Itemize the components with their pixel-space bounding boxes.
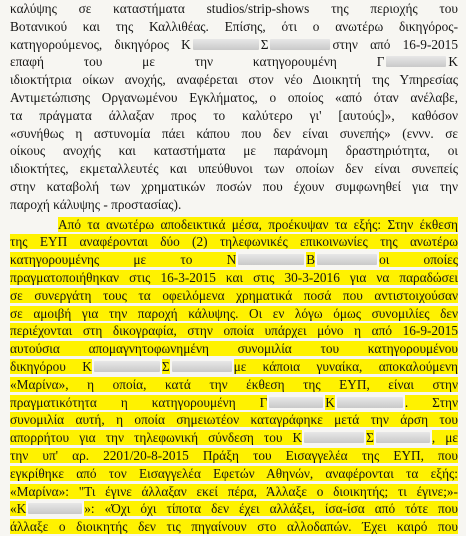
text-segment: «συνήθως η αστυνομία πάει κάπου που δεν είναι συνεπής» (εννν. σε — [10, 125, 458, 141]
redacted-name-block — [28, 503, 82, 514]
text-segment: την υπ' αρ. 2201/20-8-2015 Πράξη του Εισαγγελέα της ΕΥΠ, που — [10, 447, 458, 463]
text-segment: παροχή κάλυψης - προστασίας). — [10, 196, 182, 212]
text-segment: οίκους ανοχής και καταστήματα με παράνομη δραστηριότητα, οι — [10, 143, 458, 159]
text-line — [10, 178, 458, 196]
text-segment: ιδιοκτήτρια οίκων ανοχής, αναφέρεται στον νέο Διοικητή της Υπηρεσίας — [10, 72, 458, 88]
highlighted-text-line — [10, 447, 458, 465]
text-segment: στην από 16-9-2015 — [332, 36, 458, 52]
redacted-name-block — [238, 254, 304, 265]
highlighted-text-line — [10, 465, 458, 483]
text-line — [10, 71, 458, 89]
text-segment: πραγματικότητα η κατηγορουμένη Γ — [10, 394, 268, 410]
text-segment: απορρήτου για την τηλεφωνική σύνδεση του Κ — [10, 430, 303, 446]
redacted-name-block — [193, 39, 259, 50]
text-segment: Κ — [325, 394, 335, 410]
redacted-name-block — [269, 397, 323, 408]
highlighted-text-line — [10, 429, 458, 447]
highlighted-text-line — [10, 322, 458, 340]
highlighted-text-line — [10, 269, 458, 287]
text-segment: Σ — [161, 358, 170, 374]
highlighted-text-line — [10, 376, 458, 394]
highlighted-text-line — [10, 518, 458, 536]
text-segment: συνομιλία αυτή, η οποία σημειωτέον καταγράφηκε μετά την άρση του — [10, 412, 458, 428]
text-segment: Από τα ανωτέρω αποδεικτικά μέσα, προέκυψαν τα εξής: Στην έκθεση — [58, 216, 458, 232]
highlighted-text-line — [10, 287, 458, 305]
text-line — [10, 36, 458, 54]
text-line — [10, 142, 458, 160]
text-segment: οι οποίες — [379, 252, 458, 268]
highlighted-text-line — [10, 216, 458, 234]
text-segment: Σ — [366, 430, 374, 446]
redacted-name-block — [337, 397, 403, 408]
text-line — [10, 160, 458, 178]
highlighted-text-line — [10, 251, 458, 269]
text-segment: κατηγορούμενος, δικηγόρος Κ — [10, 36, 191, 52]
text-segment: Σ — [260, 36, 269, 52]
text-segment: της ΕΥΠ αναφέρονται δύο (2) τηλεφωνικές επικοινωνίες της ανωτέρω — [10, 234, 458, 250]
highlighted-text-line — [10, 233, 458, 251]
redacted-name-block — [386, 56, 446, 67]
redacted-name-block — [376, 432, 430, 443]
text-segment: »: «Όχι όχι τίποτα δεν έχει αλλάξει, ίσα-ίσα από τότε που — [84, 501, 458, 517]
text-line — [10, 18, 458, 36]
text-segment: καλύψης σε καταστήματα studios/strip-shows της περιοχής του — [10, 1, 458, 16]
text-segment: Βοτανικού και της Καλλιθέας. Επίσης, ότι ο ανωτέρω δικηγόρος- — [10, 18, 458, 34]
highlighted-text-line — [10, 394, 458, 412]
redacted-name-block — [270, 39, 330, 50]
text-segment: , με — [431, 430, 458, 446]
text-line — [10, 89, 458, 107]
text-segment: Β — [306, 252, 316, 268]
text-segment: επαφή του με την κατηγορουμένη Γ — [10, 54, 385, 70]
text-segment: άλλαξε ο διοικητής δεν τις πηγαίνουν στο αλλοδαπών. Έχει καιρό που — [10, 519, 458, 535]
text-segment: με κάποια γυναίκα, αποκαλούμενη — [233, 358, 458, 374]
text-line — [10, 107, 458, 125]
highlighted-text-line — [10, 483, 458, 501]
text-line — [10, 53, 458, 71]
redacted-name-block — [317, 254, 377, 265]
text-segment: αυτούσια απομαγνητοφωνημένη συνομιλία του κατηγορουμένου — [10, 341, 458, 357]
text-segment: σε αμοιβή για την παροχή κάλυψης. Οι εν λόγω όμως συνομιλίες δεν — [10, 305, 458, 321]
text-segment: «Μαρίνα»: "Τι έγινε άλλαξαν εκεί πέρα, Άλλαξε ο διοικητής; τι έγινε;»- — [10, 483, 458, 499]
highlighted-text-line — [10, 411, 458, 429]
highlighted-text-line — [10, 305, 458, 323]
text-segment: δικηγόρου Κ — [10, 358, 92, 374]
highlighted-text-line — [10, 358, 458, 376]
text-segment: πραγματοποιήθηκαν στις 16-3-2015 και στις 30-3-2016 για να παραδώσει — [10, 269, 458, 285]
text-line — [10, 196, 458, 214]
text-segment: περιέχονται στη δικογραφία, στην οποία υπάρχει μόνο η από 16-9-2015 — [10, 323, 458, 339]
text-line — [10, 125, 458, 143]
text-segment: «Μαρίνα», η οποία, κατά την έκθεση της ΕΥΠ, είναι στην — [10, 376, 458, 392]
text-line — [10, 0, 458, 18]
text-segment: σε συνεργάτη τους τα οφειλόμενα χρηματικά ποσά που αντιστοιχούσαν — [10, 287, 458, 303]
text-segment: τα πράγματα άλλαξαν προς το καλύτερο γι' [αυτούς]», καθόσον — [10, 107, 458, 123]
redacted-name-block — [172, 361, 232, 372]
redacted-name-block — [94, 361, 160, 372]
text-segment: «Κ — [10, 501, 27, 517]
text-segment: κατηγορουμένης με το Ν — [10, 252, 237, 268]
text-segment: στην καταβολή των χρηματικών ποσών που έχουν συμφωνηθεί για την — [10, 178, 458, 194]
text-segment: . Στην — [404, 394, 458, 410]
text-segment: Αντιμετώπισης Οργανωμένου Εγκλήματος, ο οποίος «από όταν ανέλαβε, — [10, 89, 458, 105]
text-segment: Κ — [448, 54, 458, 70]
redacted-name-block — [304, 432, 364, 443]
text-segment: ιδιοκτήτες, εκμεταλλευτές και υπεύθυνοι των οποίων δεν είναι συνεπείς — [10, 161, 458, 177]
highlighted-text-line — [10, 340, 458, 358]
text-segment: εγκρίθηκε από τον Εισαγγελέα Εφετών Αθηνών, αναφέρονται τα εξής: — [10, 465, 458, 481]
